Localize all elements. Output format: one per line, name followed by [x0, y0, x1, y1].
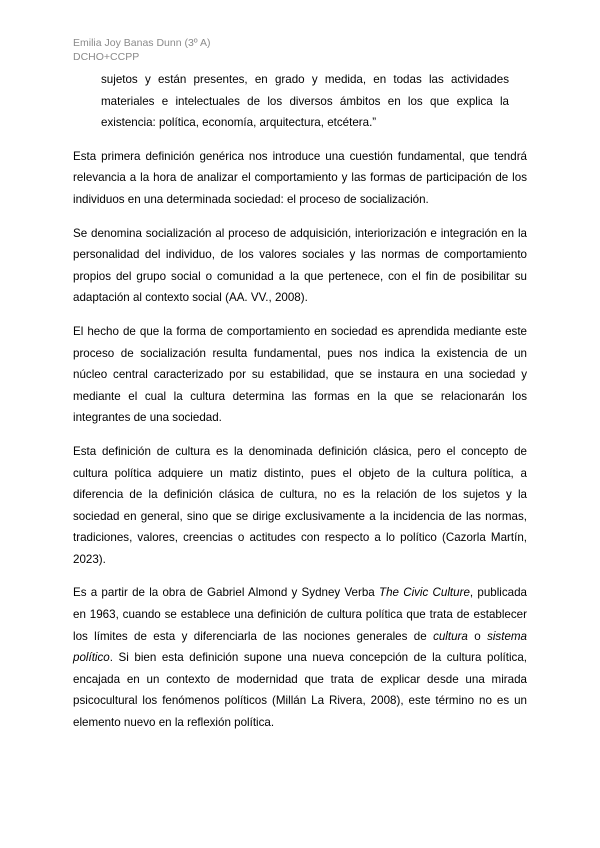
paragraph-2: Se denomina socialización al proceso de adquisición, interiorización e integración en la personalidad del individuo, de los valores sociales y las normas de comportamiento propios del grupo social o comunidad a la que pertenece, con el fin de posibilitar su adaptación al contexto social (AA. VV., 2008).	[73, 226, 527, 305]
p5-term-cultura: cultura	[433, 629, 468, 643]
p5-title-civic-culture: The Civic Culture	[378, 586, 470, 600]
paragraph-4: Esta definición de cultura es la denominada definición clásica, pero el concepto de cultura política adquiere un matiz distinto, pues el objeto de la cultura política, a diferencia de la definición clásica de cultura, no es la relación de los sujetos y la sociedad en general, sino que se dirige exclusivamente a la incidencia de las normas, tradiciones, valores, creencias o actitudes con respecto a lo político (Cazorla Martín, 2023).	[73, 444, 527, 566]
p5-text-a: Es a partir de la obra de Gabriel Almond y Sydney Verba	[73, 586, 379, 600]
paragraph-5	[73, 582, 527, 733]
page-header	[73, 36, 210, 64]
paragraph-3: El hecho de que la forma de comportamiento en sociedad es aprendida mediante este proceso de socialización resulta fundamental, pues nos indica la existencia de un núcleo central caracterizado por su estabilidad, que se instaura en una sociedad y mediante el cual la cultura determina las formas en la que se relacionarán los integrantes de una sociedad.	[73, 324, 527, 425]
p5-text-c: , publicada en 1963, cuando se establece una definición de cultura política que trata de establecer los límites de esta y diferenciarla de las nociones generales de	[73, 586, 528, 643]
p5-text-g: . Si bien esta definición supone una nueva concepción de la cultura política, encajada en un contexto de modernidad que trata de explicar desde una mirada psicocultural los fenómenos políticos (Millán La Rivera, 2008), este término no es un elemento nuevo en la reflexión política.	[73, 651, 527, 730]
header-author: Emilia Joy Banas Dunn (3º A)	[73, 37, 211, 49]
p5-text-e: o	[467, 629, 488, 643]
quote-continuation: sujetos y están presentes, en grado y medida, en todas las actividades materiales e intelectuales de los diversos ámbitos en los que explica la existencia: política, economía, arquitectura, etcétera.”	[101, 73, 509, 130]
header-program: DCHO+CCPP	[73, 51, 140, 63]
body-text	[73, 69, 527, 734]
paragraph-1: Esta primera definición genérica nos introduce una cuestión fundamental, que tendrá relevancia a la hora de analizar el comportamiento y las formas de participación de los individuos en una determinada sociedad: el proceso de socialización.	[73, 149, 527, 206]
p5-term-sistema-politico: sistema político	[73, 629, 528, 665]
